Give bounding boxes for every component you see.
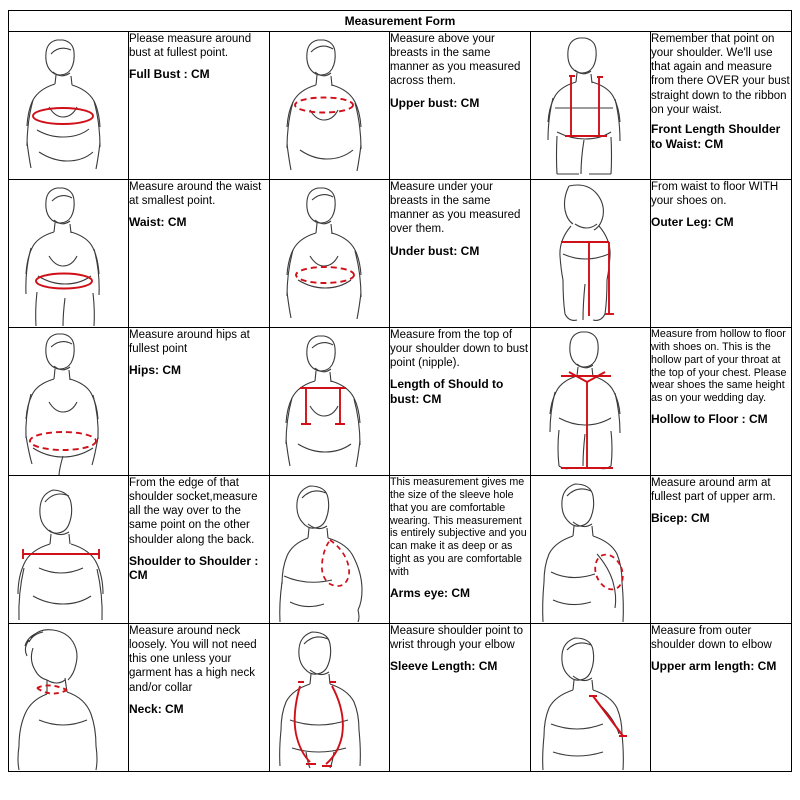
- page-title: Measurement Form: [8, 10, 792, 31]
- under-bust-text-cell: [390, 180, 531, 328]
- outer-leg-text-cell: [651, 180, 792, 328]
- instruction-text: Measure shoulder point to wrist through your elbow: [390, 625, 523, 652]
- shoulder-to-bust-figure: [270, 328, 390, 476]
- bust-front-figure: [9, 32, 129, 180]
- instruction-text: Measure from hollow to floor with shoes on. This is the hollow part of your throat at the top of your chest. Please wear shoes the same height as on your wedding day.: [651, 328, 787, 405]
- measurement-label: Full Bust : CM: [129, 67, 210, 82]
- measurement-label: Neck: CM: [129, 701, 184, 716]
- instruction-text: Measure around hips at fullest point: [129, 329, 250, 356]
- measurement-label: Shoulder to Shoulder : CM: [129, 553, 259, 583]
- instruction-text: Please measure around bust at fullest point.: [129, 33, 252, 60]
- table-row: [9, 32, 792, 180]
- neck-figure: [9, 624, 129, 772]
- table-row: [9, 328, 792, 476]
- upper-bust-figure: [270, 32, 390, 180]
- table-row: [9, 476, 792, 624]
- waist-text-cell: [129, 180, 270, 328]
- instruction-text: Measure from the top of your shoulder down to bust point (nipple).: [390, 329, 529, 370]
- hollow-to-floor-figure: [531, 328, 651, 476]
- measurement-label: Under bust: CM: [390, 243, 480, 258]
- upper-bust-text-cell: [390, 32, 531, 180]
- instruction-text: From waist to floor WITH your shoes on.: [651, 181, 779, 208]
- bicep-figure: [531, 476, 651, 624]
- shoulder-to-shoulder-figure: [9, 476, 129, 624]
- waist-figure: [9, 180, 129, 328]
- outer-leg-figure: [531, 180, 651, 328]
- shoulder-to-bust-text-cell: [390, 328, 531, 476]
- measurement-label: Upper bust: CM: [390, 95, 480, 110]
- measurement-label: Hips: CM: [129, 363, 181, 378]
- sleeve-length-figure: [270, 624, 390, 772]
- hips-text-cell: [129, 328, 270, 476]
- front-length-text-cell: [651, 32, 792, 180]
- instruction-text: Measure from outer shoulder down to elbow: [651, 625, 772, 652]
- instruction-text: From the edge of that shoulder socket,measure all the way over to the same point on the other shoulder along the back.: [129, 477, 258, 546]
- hips-figure: [9, 328, 129, 476]
- instruction-text: Measure around arm at fullest part of upper arm.: [651, 477, 776, 504]
- table-row: [9, 180, 792, 328]
- under-bust-figure: [270, 180, 390, 328]
- measurement-label: Waist: CM: [129, 215, 187, 230]
- measurement-label: Length of Should to bust: CM: [390, 377, 504, 407]
- instruction-text: Measure around the waist at smallest point.: [129, 181, 262, 208]
- bicep-text-cell: [651, 476, 792, 624]
- measurement-label: Arms eye: CM: [390, 585, 471, 600]
- arms-eye-figure: [270, 476, 390, 624]
- measurement-label: Outer Leg: CM: [651, 215, 734, 230]
- instruction-text: Measure under your breasts in the same manner as you measured over them.: [390, 181, 521, 236]
- bust-front-text-cell: [129, 32, 270, 180]
- table-row: [9, 624, 792, 772]
- shoulder-to-shoulder-text-cell: [129, 476, 270, 624]
- front-length-figure: [531, 32, 651, 180]
- instruction-text: Remember that point on your shoulder. We'll use that again and measure from there OVER your bust straight down to the ribbon on your waist.: [651, 33, 790, 116]
- sleeve-length-text-cell: [390, 624, 531, 772]
- measurement-label: Sleeve Length: CM: [390, 659, 498, 674]
- measurement-label: Front Length Shoulder to Waist: CM: [651, 121, 781, 151]
- instruction-text: Measure around neck loosely. You will not need this one unless your garment has a high neck and/or collar: [129, 625, 257, 694]
- measurement-label: Upper arm length: CM: [651, 659, 777, 674]
- upper-arm-length-figure: [531, 624, 651, 772]
- neck-text-cell: [129, 624, 270, 772]
- measurement-label: Hollow to Floor : CM: [651, 412, 768, 427]
- hollow-to-floor-text-cell: [651, 328, 792, 476]
- arms-eye-text-cell: [390, 476, 531, 624]
- instruction-text: This measurement gives me the size of the sleeve hole that you are comfortable wearing. This measurement is entirely subjective and you can make it as deep or as tight as you are comfortable with: [390, 476, 527, 578]
- upper-arm-length-text-cell: [651, 624, 792, 772]
- instruction-text: Measure above your breasts in the same manner as you measured across them.: [390, 33, 521, 88]
- measurement-label: Bicep: CM: [651, 511, 710, 526]
- measurement-table: [8, 31, 792, 772]
